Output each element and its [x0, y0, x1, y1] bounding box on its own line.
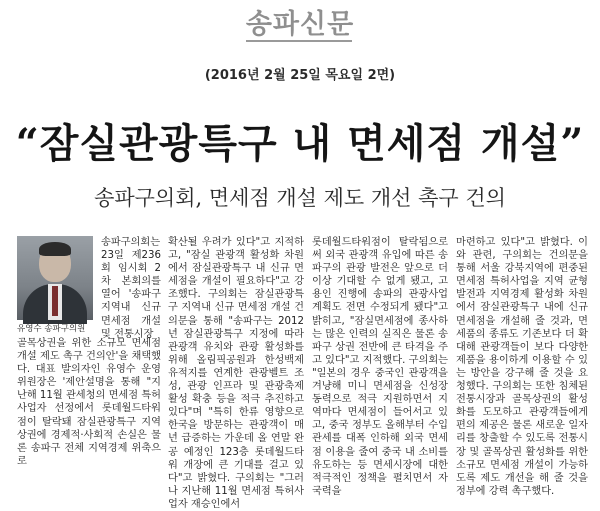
article-column-2	[168, 236, 304, 510]
article-column-1-bottom: 골목상권을 위한 소규모 면세점 개설 제도 촉구 건의안'을 채택했다. 대표 발의자인 유영수 운영위원장은 '제안설명을 통해 "지난해 11월 관세청의 면세점 특허사업자 선정에서 롯데월드타워점이 탈락돼 잠실관광특구 지역 상권에 경제적·사회적 손실은 물론 송파구 전체 지역경제 위축으로	[17, 338, 162, 467]
article-column-4-text: 마련하고 있다"고 밝혔다. 이와 관련, 구의회는 건의문을 통해 서울 강북지역에 편중된 면세점 특허사업을 지역 균형 발전과 지역경제 활성화 차원에서 잠실관광특구 내에 신규 면세점을 개설해 줄 것과, 면세품의 종류도 기존보다 더 확대해 관광객들이 보다 다양한 제품을 용이하게 이용할 수 있는 방안을 강구해 줄 것을 요청했다. 구의회는 또한 침체된 전통시장과 골목상권의 활성화를 도모하고 관광객들에게 편의 제공은 물론 새로운 일자리를 창출할 수 있도록 전통시장 및 골목상권 활성화를 위한 소규모 면세점 개설이 가능하도록 제도 개선을 해 줄 것을 정부에 강력 촉구했다.	[456, 237, 588, 497]
masthead-underline	[246, 40, 352, 42]
photo-hair	[39, 242, 71, 256]
photo-caption: 유영수 송파구의원	[17, 324, 86, 334]
article-column-1-top: 송파구의회는 23일 제236회 임시회 2차 본회의를 열어 '송파구 지역내 신규 면세점 개설 및 전통시장	[101, 237, 161, 340]
article-column-4	[456, 236, 588, 498]
article-column-3	[312, 236, 448, 498]
publication-dateline: (2016년 2월 25일 목요일 2면)	[204, 68, 396, 83]
photo-tie	[52, 286, 58, 316]
article-column-2-text: 확산될 우려가 있다"고 지적하고, "잠실 관광객 활성화 차원에서 잠실관광특구 내 신규 면세점을 개설이 필요하다"고 강조했다. 구의회는 잠실관광특구 지역내 신규 면세점 개설 건의문을 통해 "송파구는 2012년 잠실관광특구 지정에 따라 관광객 유치와 관광 활성화를 위해 올림픽공원과 한성백제 유적지를 연계한 관광벨트 조성, 관광 인프라 및 관광축제 활성 확충 등을 적극 추진하고 있다"며 "특히 한류 영향으로 한국을 방문하는 관광객이 매년 급증하는 가운데 올 연말 완공 예정인 123층 롯데월드타워 개장에 큰 기대를 걸고 있다"고 밝혔다. 구의회는 "그러나 지난해 11월 면세점 특허사업자 재승인에서	[168, 237, 304, 510]
newspaper-masthead: 송파신문	[245, 9, 355, 40]
councilor-photo	[17, 236, 93, 320]
article-column-3-text: 롯데월드타워점이 탈락됨으로써 외국 관광객 유입에 따른 송파구의 관광 발전은 앞으로 더 이상 기대할 수 없게 됐고, 고용인 진행에 송파의 관광사업 계획도 전면 수정되게 됐다"고 밝히고, "잠실면세점에 종사하는 많은 인력의 실직은 물론 송파구 상권 전반에 큰 타격을 주고 있다"고 지적했다. 구의회는 "일본의 경우 중국인 관광객을 겨냥해 미니 면세점을 신성장 동력으로 적극 지원하면서 지역마다 면세점이 들어서고 있고, 중국 정부도 올해부터 수입관세를 대폭 인하해 외국 면세점 이용을 줄여 중국 내 소비를 유도하는 등 면세시장에 대한 적극적인 정책을 펼치면서 자국력을	[312, 237, 448, 497]
article-subheadline: 송파구의회, 면세점 개설 제도 개선 촉구 건의	[94, 186, 506, 210]
article-headline: “잠실관광특구 내 면세점 개설”	[15, 120, 585, 167]
